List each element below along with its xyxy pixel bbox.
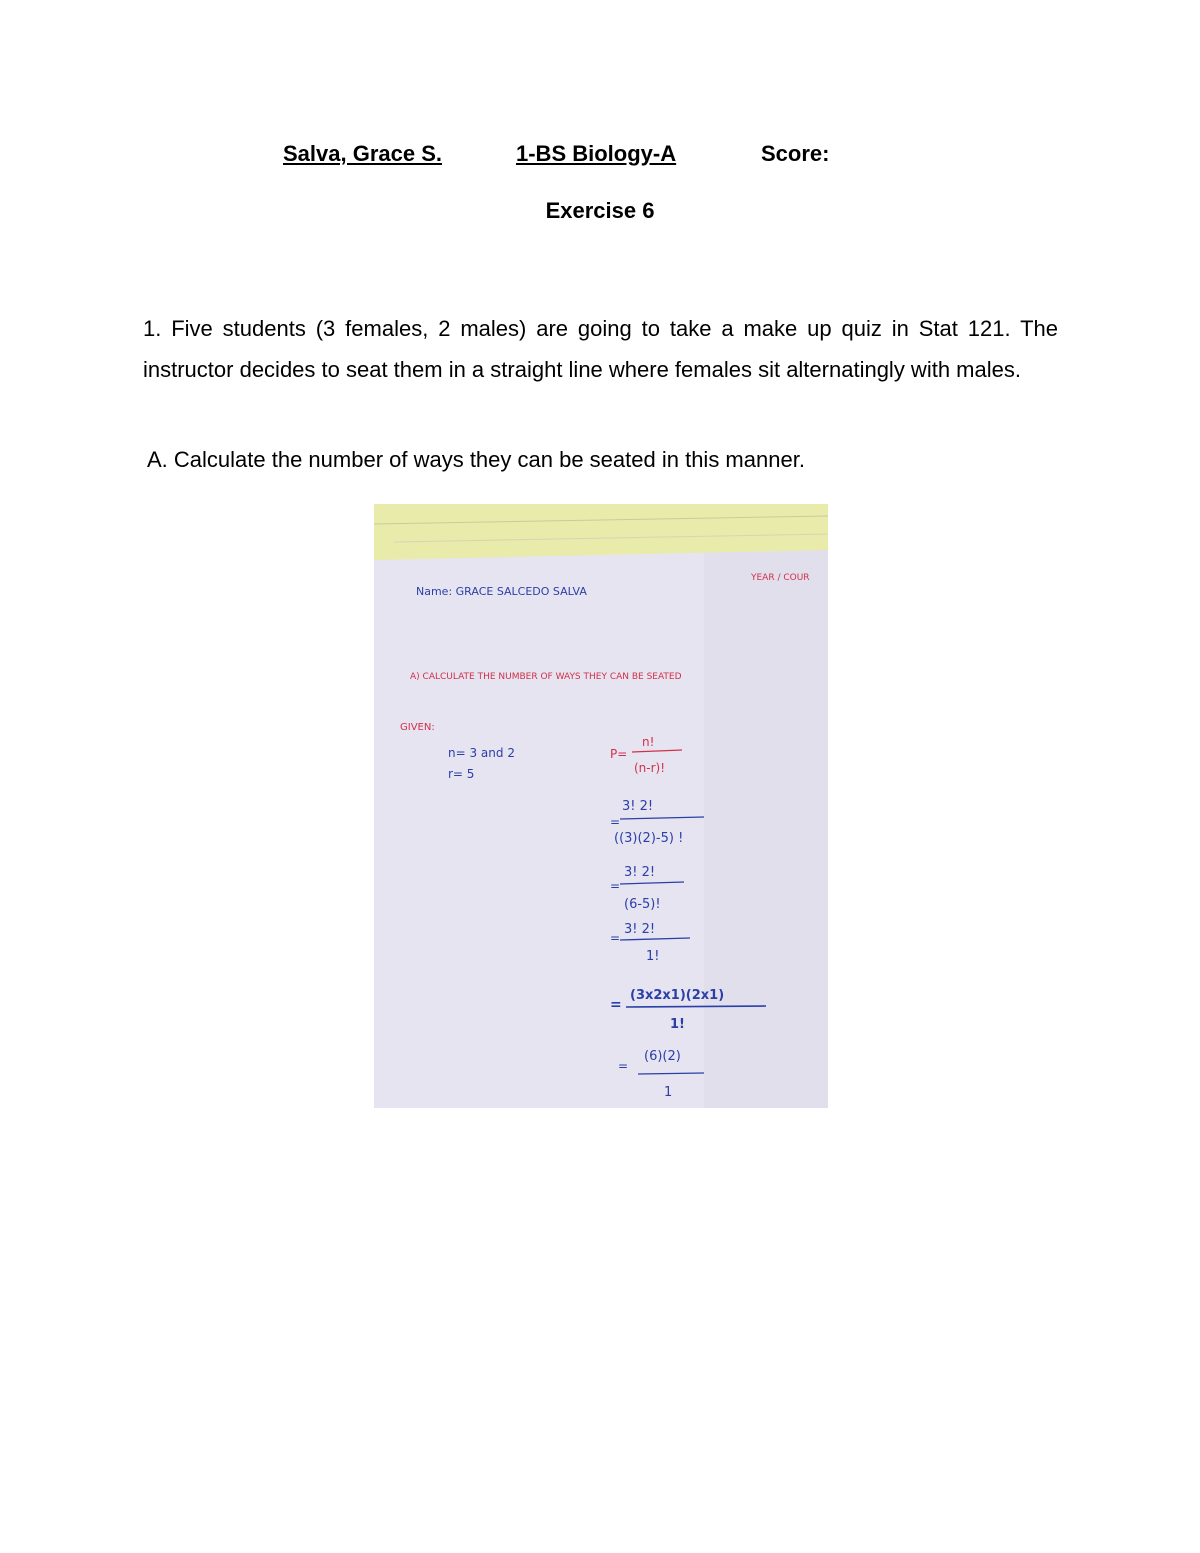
hw-step-4-denominator: 1!	[646, 949, 660, 964]
exercise-title: Exercise 6	[545, 198, 655, 223]
hw-step-3-prefix: =	[610, 879, 621, 893]
hw-step-2-prefix: =	[610, 815, 621, 829]
hw-given-n: n= 3 and 2	[448, 746, 515, 760]
question-part-a: A. Calculate the number of ways they can be seated in this manner.	[147, 447, 805, 472]
hw-step-6-numerator: (6)(2)	[644, 1049, 681, 1064]
hw-given-r: r= 5	[448, 767, 475, 781]
hw-step-2-numerator: 3! 2!	[622, 799, 654, 814]
hw-step-1-denominator: (n-r)!	[634, 761, 666, 775]
hw-step-6-denominator: 1	[664, 1085, 673, 1100]
handwritten-solution-photo	[374, 504, 828, 1108]
score-label: Score:	[761, 141, 830, 166]
hw-given-label: GIVEN:	[400, 722, 435, 733]
student-name: Salva, Grace S.	[283, 141, 442, 166]
question-text: 1. Five students (3 females, 2 males) are going to take a make up quiz in Stat 121. The instructor decides to seat them in a straight line where females sit alternatingly with males.	[143, 316, 1058, 382]
hw-step-3-numerator: 3! 2!	[624, 865, 656, 880]
hw-name-line: Name: GRACE SALCEDO SALVA	[416, 585, 587, 598]
hw-part-heading: A) CALCULATE THE NUMBER OF WAYS THEY CAN BE SEATED	[410, 672, 682, 682]
hw-step-6-prefix: =	[618, 1059, 629, 1073]
hw-year-course: YEAR / COUR	[751, 573, 810, 583]
hw-step-2-denominator: ((3)(2)-5) !	[614, 831, 684, 846]
hw-step-3-denominator: (6-5)!	[624, 897, 661, 912]
hw-step-5-prefix: =	[610, 997, 622, 1013]
hw-step-5-numerator: (3x2x1)(2x1)	[630, 988, 725, 1003]
hw-step-5-denominator: 1!	[670, 1017, 685, 1032]
hw-step-1-numerator: n!	[642, 735, 655, 749]
hw-step-4-numerator: 3! 2!	[624, 922, 656, 937]
student-section: 1-BS Biology-A	[516, 141, 677, 166]
hw-step-1-prefix: P=	[610, 747, 628, 761]
student-header	[0, 141, 1200, 173]
hw-step-4-prefix: =	[610, 931, 621, 945]
